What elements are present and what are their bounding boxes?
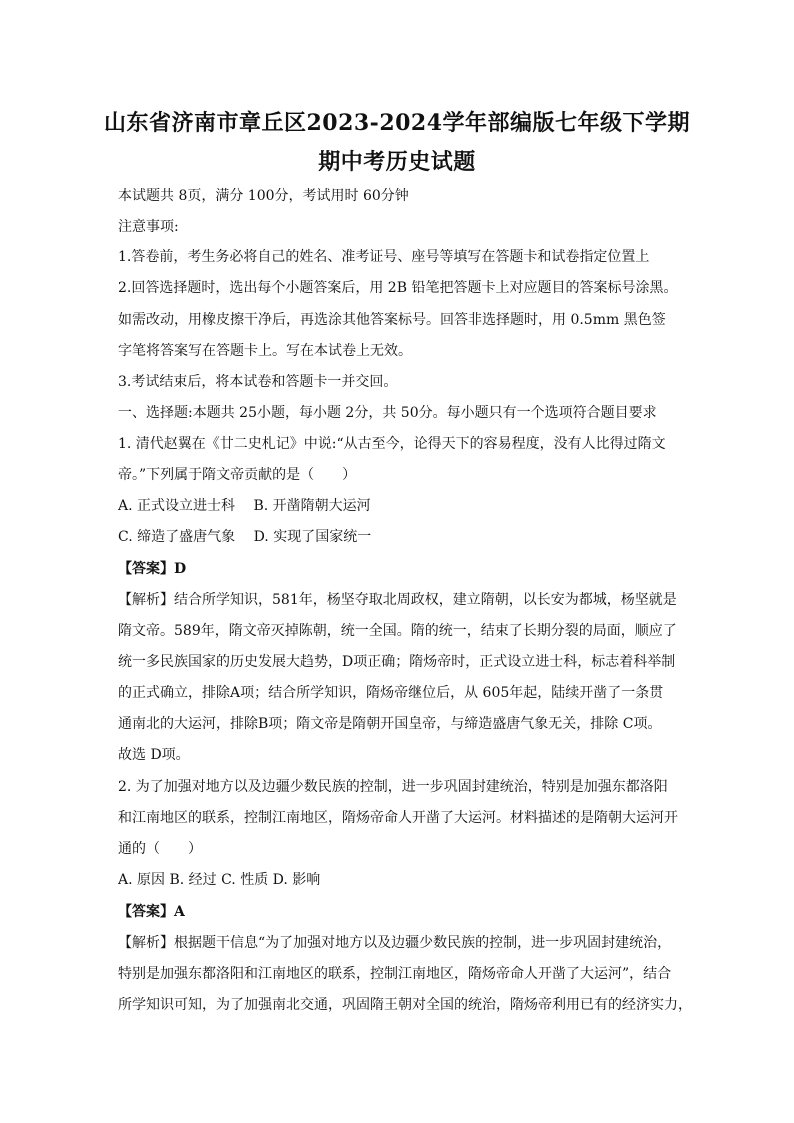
- question-2-stem: 2. 为了加强对地方以及边疆少数民族的控制，进一步巩固封建统治，特别是加强东都洛阳: [118, 779, 668, 795]
- question-1-analysis-cont: 统一多民族国家的历史发展大趋势，D项正确；隋炀帝时，正式设立进士科，标志着科举制: [118, 654, 676, 670]
- section-heading: 一、选择题:本题共 25小题，每小题 2分，共 50分。每小题只有一个选项符合题目要求: [118, 405, 657, 421]
- question-2-analysis-cont: 特别是加强东都洛阳和江南地区的联系，控制江南地区，隋炀帝命人开凿了大运河”，结合: [118, 966, 672, 982]
- question-2-analysis: 【解析】根据题干信息“为了加强对地方以及边疆少数民族的控制，进一步巩固封建统治，: [118, 935, 672, 951]
- notice-item-2-cont: 如需改动，用橡皮擦干净后，再选涂其他答案标号。回答非选择题时，用 0.5mm 黑色签: [118, 312, 666, 328]
- question-2-stem-cont: 通的（ ）: [118, 841, 202, 857]
- question-1-answer: 【答案】D: [118, 561, 187, 577]
- document-subtitle: 期中考历史试题: [318, 149, 476, 175]
- question-1-conclusion: 故选 D项。: [118, 747, 190, 763]
- notice-item-3: 3.考试结束后，将本试卷和答题卡一并交回。: [118, 374, 398, 390]
- notice-item-2-cont: 字笔将答案写在答题卡上。写在本试卷上无效。: [118, 343, 412, 359]
- question-1-analysis-cont: 隋文帝。589年，隋文帝灭掉陈朝，统一全国。隋的统一，结束了长期分裂的局面，顺应了: [118, 623, 677, 639]
- notice-item-1: 1.答卷前，考生务必将自己的姓名、准考证号、座号等填写在答题卡和试卷指定位置上: [118, 249, 650, 265]
- exam-info: 本试题共 8页，满分 100分，考试用时 60分钟: [118, 188, 409, 204]
- question-1-analysis-cont: 的正式确立，排除A项；结合所学知识，隋炀帝继位后，从 605年起，陆续开凿了一条贯: [118, 685, 664, 701]
- question-1-analysis: 【解析】结合所学知识，581年，杨坚夺取北周政权，建立隋朝，以长安为都城，杨坚就是: [118, 592, 677, 608]
- question-1-analysis-cont: 通南北的大运河，排除B项；隋文帝是隋朝开国皇帝，与缔造盛唐气象无关，排除 C项。: [118, 716, 662, 732]
- notice-heading: 注意事项:: [118, 219, 179, 235]
- notice-item-2: 2.回答选择题时，选出每个小题答案后，用 2B 铅笔把答题卡上对应题目的答案标号涂黑。: [118, 280, 678, 296]
- question-1-stem-cont: 帝。”下列属于隋文帝贡献的是（ ）: [118, 467, 357, 483]
- question-2-analysis-cont: 所学知识可知，为了加强南北交通，巩固隋王朝对全国的统治，隋炀帝利用已有的经济实力，: [118, 997, 692, 1013]
- question-1-options-ab: A. 正式设立进士科 B. 开凿隋朝大运河: [118, 498, 371, 514]
- document-title: 山东省济南市章丘区2023-2024学年部编版七年级下学期: [103, 110, 691, 136]
- question-2-options: A. 原因 B. 经过 C. 性质 D. 影响: [118, 872, 321, 888]
- question-2-answer: 【答案】A: [118, 904, 185, 920]
- question-1-options-cd: C. 缔造了盛唐气象 D. 实现了国家统一: [118, 529, 372, 545]
- question-1-stem: 1. 清代赵翼在《廿二史札记》中说:“从古至今，论得天下的容易程度，没有人比得过隋文: [118, 436, 666, 452]
- question-2-stem-cont: 和江南地区的联系，控制江南地区，隋炀帝命人开凿了大运河。材料描述的是隋朝大运河开: [118, 810, 678, 826]
